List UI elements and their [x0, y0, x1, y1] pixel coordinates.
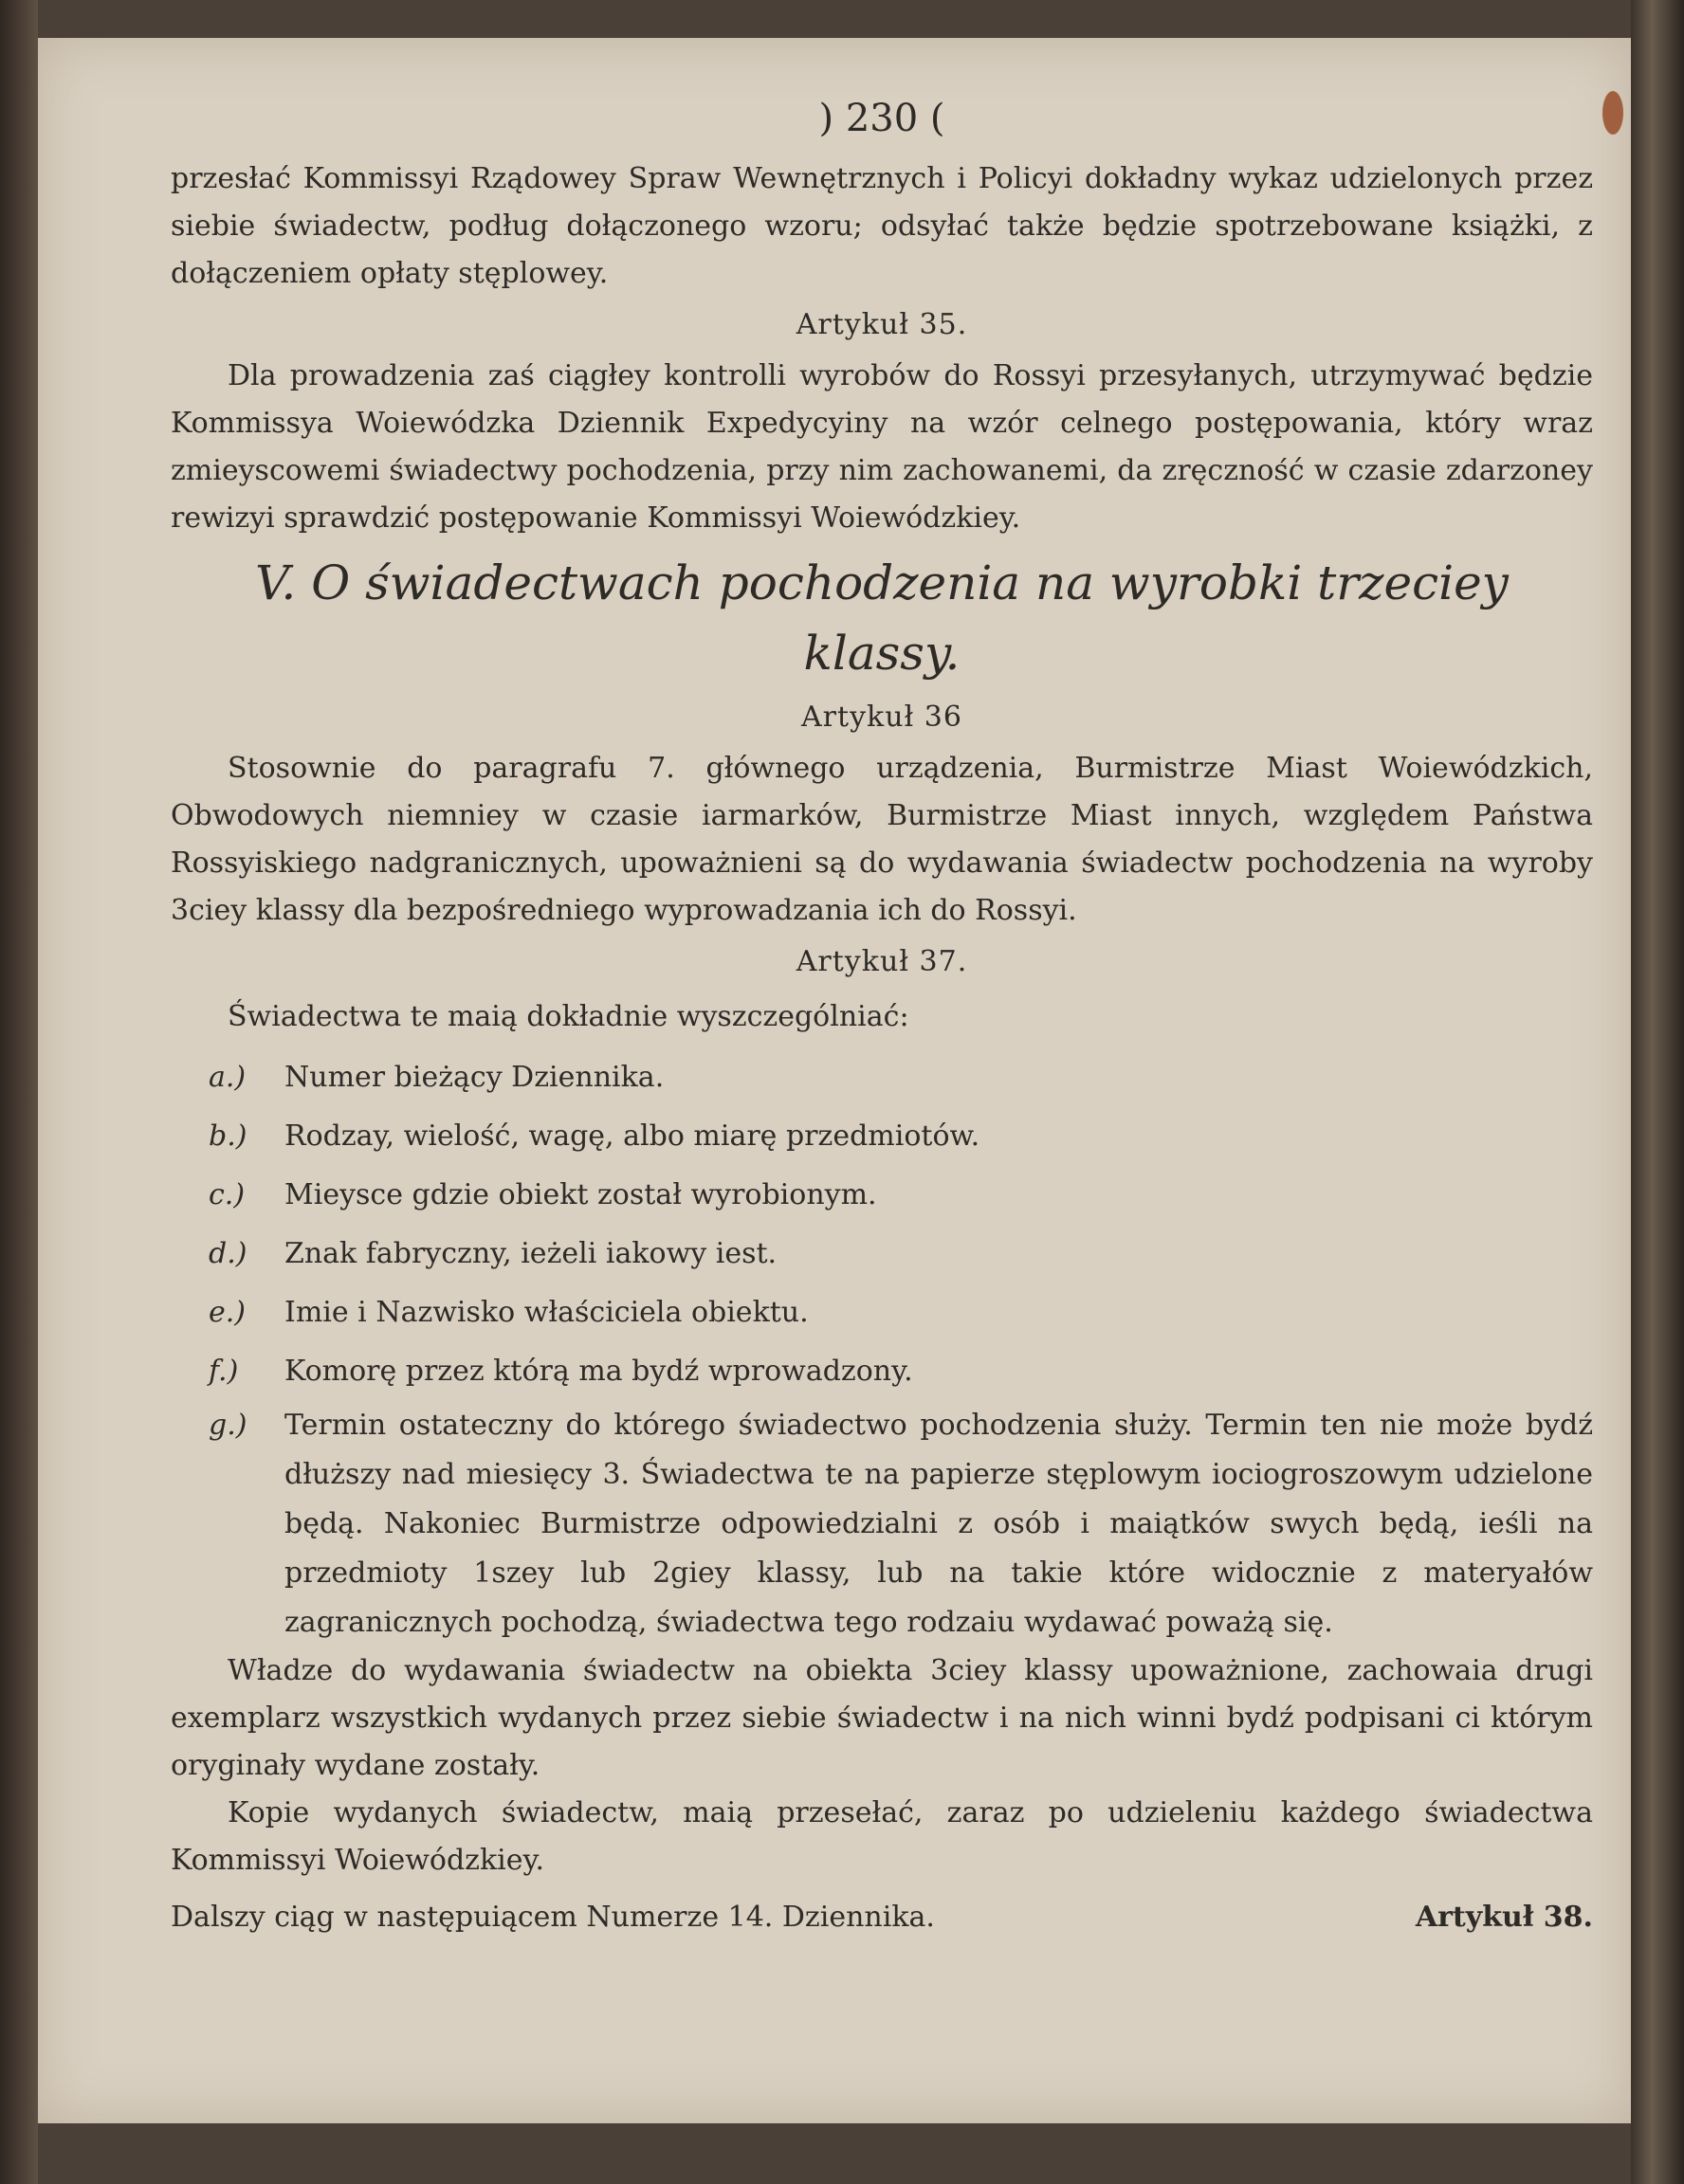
paragraph-article-35: Dla prowadzenia zaś ciągłey kontrolli wyrobów do Rossyi przesyłanych, utrzymywać będzie Kommissya Woiewódzka Dziennik Expedycyiny na wzór celnego postępowania, który wraz zmieyscowemi świadectwy pochodzenia, przy nim zachowanemi, da zręczność w czasie zdarzoney rewizyi sprawdzić postępowanie Kommissyi Woiewódzkiey.	[171, 359, 1593, 535]
list-item-text: Znak fabryczny, ieżeli iakowy iest.	[284, 1237, 778, 1270]
paper-stain	[1602, 91, 1623, 135]
list-item	[171, 1283, 1593, 1342]
list-item-text: Termin ostateczny do którego świadectwo pochodzenia służy. Termin ten nie może bydź dłuższy nad miesięcy 3. Świadectwa te na papierze stęplowym iociogroszowym udzielone będą. Nakoniec Burmistrze odpowiedzialni z osób i maiątków swych będą, ieśli na przedmioty 1szey lub 2giey klassy, lub na takie które widocznie z materyałów zagranicznych pochodzą, świadectwa tego rodzaiu wydawać poważą się.	[284, 1409, 1593, 1639]
list-item-text: Imie i Nazwisko właściciela obiektu.	[284, 1296, 809, 1329]
list-item-text: Komorę przez którą ma bydź wprowadzony.	[284, 1355, 913, 1388]
list-item-label: e.)	[209, 1296, 246, 1329]
paragraph-article-36: Stosownie do paragrafu 7. głównego urządzenia, Burmistrze Miast Woiewódzkich, Obwodowych niemniey w czasie iarmarków, Burmistrze Miast innych, względem Państwa Rossyiskiego nadgranicznych, upoważnieni są do wydawania świadectw pochodzenia na wyroby 3ciey klassy dla bezpośredniego wyprowadzania ich do Rossyi.	[171, 752, 1593, 927]
page-number: ) 230 (	[818, 97, 945, 140]
list-item-label: a.)	[209, 1061, 247, 1094]
list-item-text: Rodzay, wielość, wagę, albo miarę przedmiotów.	[284, 1119, 980, 1153]
list-item-label: g.)	[209, 1409, 247, 1442]
requirements-list	[171, 1048, 1593, 1647]
footer-catchword: Artykuł 38.	[1415, 1901, 1593, 1934]
page-edge	[1631, 0, 1684, 2184]
footer	[171, 1894, 1593, 1941]
list-item-text: Mieysce gdzie obiekt został wyrobionym.	[284, 1178, 877, 1211]
list-item-label: b.)	[209, 1119, 247, 1153]
paragraph-copies: Władze do wydawania świadectw na obiekta 3ciey klassy upoważnione, zachowaia drugi exemplarz wszystkich wydanych przez siebie świadectw i na nich winni bydź podpisani ci którym oryginały wydane zostały.	[171, 1654, 1593, 1782]
list-item	[171, 1342, 1593, 1401]
article-36-heading: Artykuł 36	[801, 701, 962, 734]
list-item	[171, 1401, 1593, 1647]
list-item	[171, 1048, 1593, 1107]
list-item-label: c.)	[209, 1178, 246, 1211]
article-37-heading: Artykuł 37.	[796, 945, 968, 978]
list-item	[171, 1166, 1593, 1225]
article-35-heading: Artykuł 35.	[796, 308, 968, 341]
footer-continuation: Dalszy ciąg w następuiącem Numerze 14. Dziennika.	[171, 1901, 935, 1934]
paragraph-send: Kopie wydanych świadectw, maią przesełać, zaraz po udzieleniu każdego świadectwa Kommissyi Woiewódzkiey.	[171, 1796, 1593, 1877]
list-item	[171, 1225, 1593, 1283]
page-content	[171, 95, 1593, 1941]
paragraph-intro: przesłać Kommissyi Rządowey Spraw Wewnętrznych i Policyi dokładny wykaz udzielonych przez siebie świadectw, podług dołączonego wzoru; odsyłać także będzie spotrzebowane książki, z dołączeniem opłaty stęplowey.	[171, 162, 1593, 290]
list-item-label: f.)	[209, 1355, 239, 1388]
article-37-intro: Świadectwa te maią dokładnie wyszczególniać:	[228, 1000, 909, 1033]
list-item	[171, 1107, 1593, 1166]
section-title: V. O świadectwach pochodzenia na wyrobki trzeciey klassy.	[255, 555, 1509, 681]
list-item-label: d.)	[209, 1237, 247, 1270]
book-spine	[0, 0, 38, 2184]
list-item-text: Numer bieżący Dziennika.	[284, 1061, 665, 1094]
